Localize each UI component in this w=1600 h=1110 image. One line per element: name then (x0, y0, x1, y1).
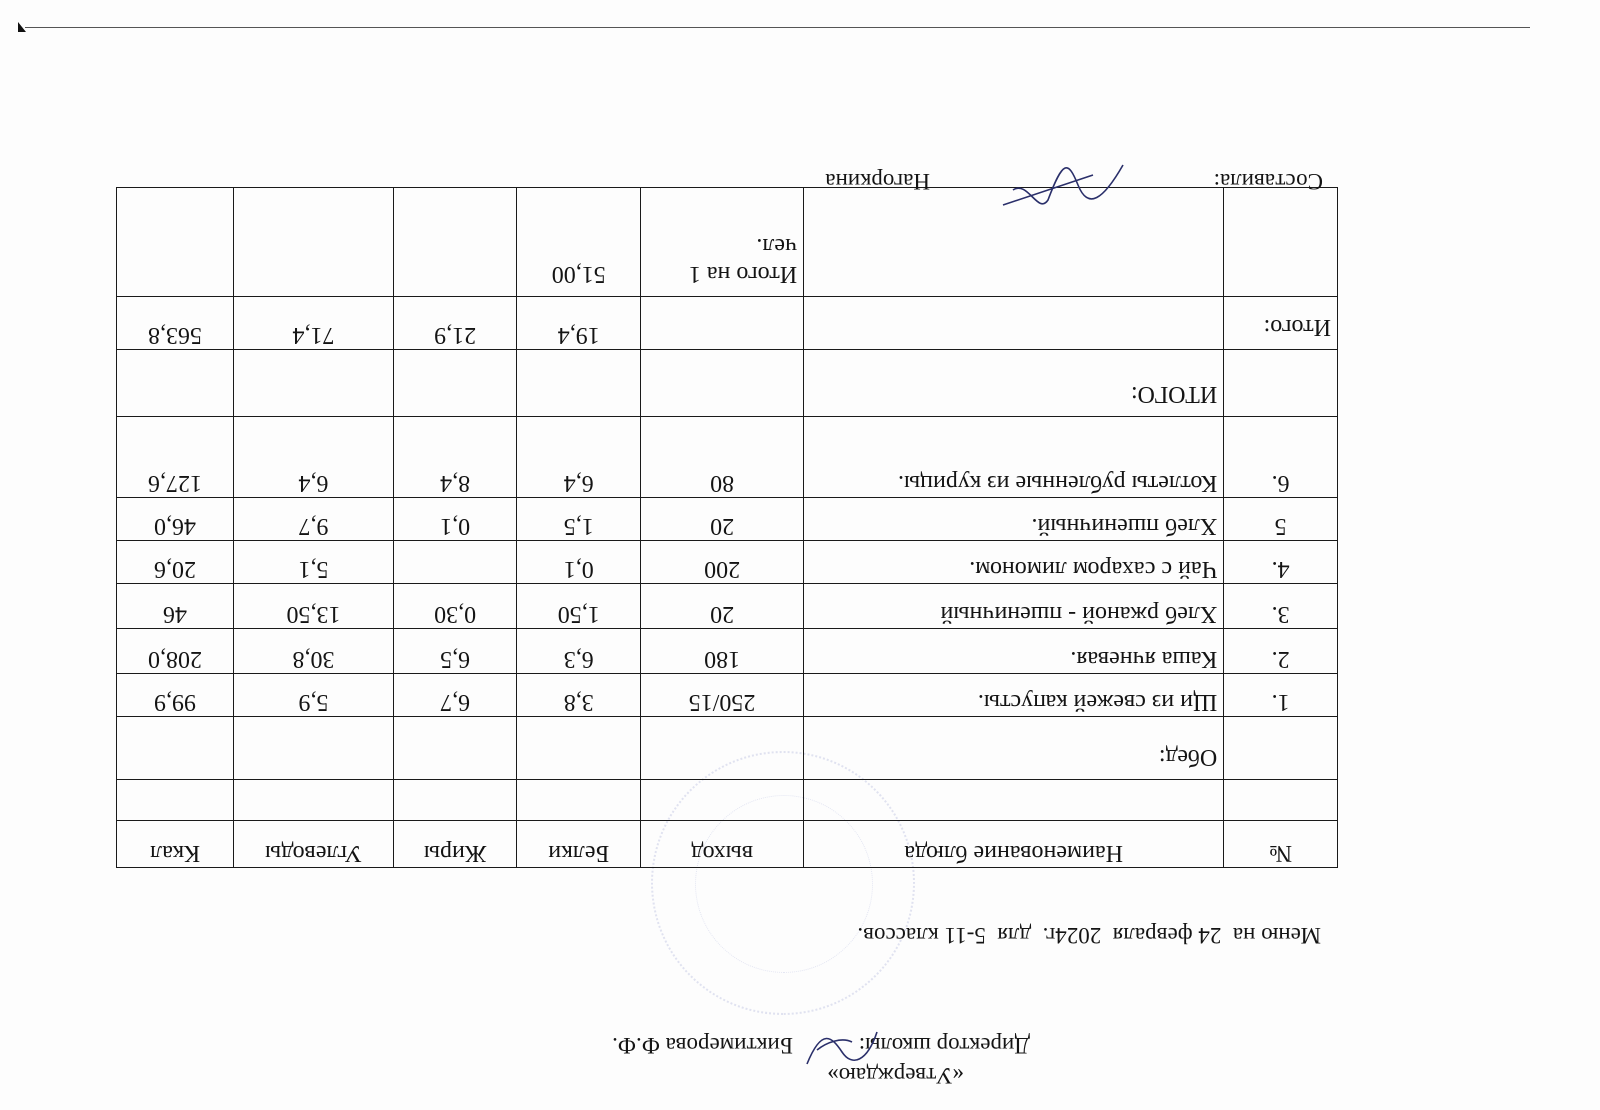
header-fats: Жиры (393, 821, 517, 868)
row-dish-name: Чай с сахаром лимоном. (804, 541, 1224, 584)
per-person-value: 51,00 (517, 188, 641, 297)
header-kcal: Ккал (117, 821, 234, 868)
row-proteins: 6,3 (517, 629, 641, 674)
itogo-fats: 21,9 (393, 297, 517, 350)
director-label: Директор школы: (858, 1033, 1030, 1058)
signoff-label: Составила: (1213, 169, 1323, 194)
row-proteins: 6,4 (517, 417, 641, 498)
row-fats: 0,30 (393, 584, 517, 629)
per-person-label: Итого на 1 чел. (641, 188, 804, 297)
header-no: № (1224, 821, 1338, 868)
table-row (117, 629, 1338, 674)
row-no: 1. (1224, 674, 1338, 717)
director-row (510, 1030, 1030, 1060)
row-kcal: 127,6 (117, 417, 234, 498)
table-row (117, 541, 1338, 584)
row-dish-name: Котлеты рубленные из курицы. (804, 417, 1224, 498)
row-proteins: 1,5 (517, 498, 641, 541)
header-output: выход (641, 821, 804, 868)
itogo-caps-label: ИТОГО: (804, 350, 1224, 417)
table-header-row (117, 821, 1338, 868)
row-carbs: 6,4 (234, 417, 394, 498)
row-output: 250/15 (641, 674, 804, 717)
itogo-label: Итого: (1224, 297, 1338, 350)
director-name: Биктимерова Ф.Ф. (612, 1033, 793, 1058)
row-proteins: 3,8 (517, 674, 641, 717)
itogo-kcal: 563,8 (117, 297, 234, 350)
row-fats: 8,4 (393, 417, 517, 498)
header-dish-name: Наименование блюда (804, 821, 1224, 868)
row-fats: 6,5 (393, 629, 517, 674)
row-carbs: 13,50 (234, 584, 394, 629)
row-kcal: 46 (117, 584, 234, 629)
itogo-proteins: 19,4 (517, 297, 641, 350)
row-dish-name: Каша ячневая. (804, 629, 1224, 674)
menu-table (116, 187, 1338, 868)
header-carbs: Углеводы (234, 821, 394, 868)
row-carbs: 9,7 (234, 498, 394, 541)
corner-mark (18, 22, 26, 32)
row-no: 6. (1224, 417, 1338, 498)
itogo-caps-row (117, 350, 1338, 417)
table-row (117, 498, 1338, 541)
row-dish-name: Щи из свежей капусты. (804, 674, 1224, 717)
row-kcal: 208,0 (117, 629, 234, 674)
row-proteins: 0,1 (517, 541, 641, 584)
menu-title: Меню на 24 февраля 2024г. для 5-11 классов. (857, 923, 1321, 948)
row-proteins: 1,50 (517, 584, 641, 629)
row-output: 200 (641, 541, 804, 584)
row-kcal: 46,0 (117, 498, 234, 541)
row-fats: 0,1 (393, 498, 517, 541)
compiler-name: Нагоркина (825, 169, 930, 194)
row-dish-name: Хлеб пшеничный. (804, 498, 1224, 541)
row-kcal: 20,6 (117, 541, 234, 584)
row-no: 2. (1224, 629, 1338, 674)
row-carbs: 30,8 (234, 629, 394, 674)
scan-edge-line (25, 27, 1530, 28)
row-no: 4. (1224, 541, 1338, 584)
table-row (117, 674, 1338, 717)
row-carbs: 5,9 (234, 674, 394, 717)
row-fats (393, 541, 517, 584)
compiler-signature (983, 150, 1133, 220)
header-proteins: Белки (517, 821, 641, 868)
row-output: 20 (641, 584, 804, 629)
row-output: 20 (641, 498, 804, 541)
table-row (117, 584, 1338, 629)
row-output: 180 (641, 629, 804, 674)
signoff-block (723, 140, 1323, 220)
table-row (117, 417, 1338, 498)
director-signature (802, 1022, 882, 1072)
approve-title: «Утверждаю» (827, 1063, 964, 1088)
row-dish-name: Хлеб ржаной - пшеничный (804, 584, 1224, 629)
row-carbs: 5,1 (234, 541, 394, 584)
section-row (117, 717, 1338, 780)
row-kcal: 99,9 (117, 674, 234, 717)
row-fats: 6,7 (393, 674, 517, 717)
empty-row (117, 780, 1338, 821)
row-no: 3. (1224, 584, 1338, 629)
itogo-carbs: 71,4 (234, 297, 394, 350)
itogo-row (117, 297, 1338, 350)
approval-block (510, 1030, 1030, 1090)
row-no: 5 (1224, 498, 1338, 541)
row-output: 80 (641, 417, 804, 498)
section-label: Обед: (804, 717, 1224, 780)
